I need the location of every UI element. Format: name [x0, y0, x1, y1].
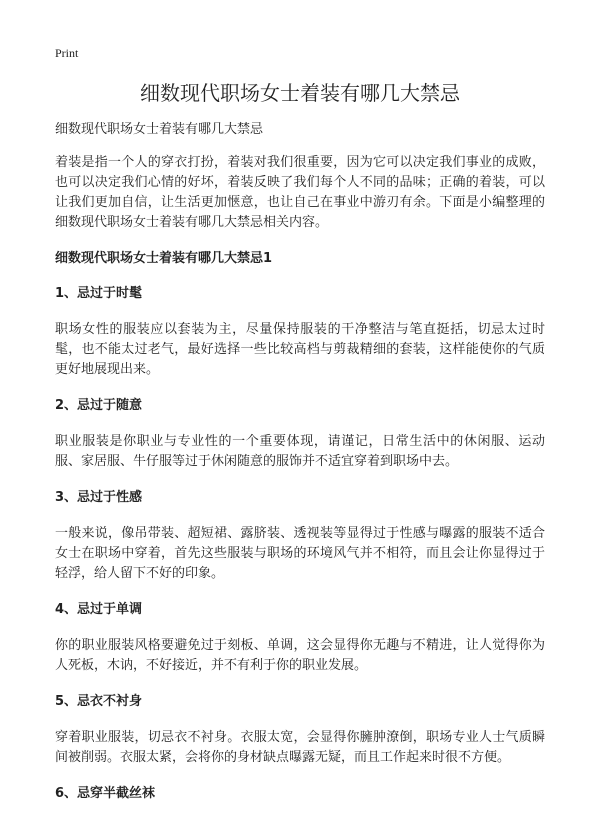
item-body-3: 一般来说，像吊带装、超短裙、露脐装、透视装等显得过于性感与曝露的服装不适合女士在职场中穿着，首先这些服装与职场的环境风气并不相符，而且会让你显得过于轻浮，给人留下不好的印象。 [55, 526, 545, 581]
item-heading-1: 1、忌过于时髦 [55, 286, 143, 301]
page-title: 细数现代职场女士着装有哪几大禁忌 [140, 81, 460, 105]
article-body [55, 121, 545, 820]
section-heading: 细数现代职场女士着装有哪几大禁忌1 [55, 251, 273, 266]
item-heading-2: 2、忌过于随意 [55, 398, 143, 413]
item-body-1: 职场女性的服装应以套装为主，尽量保持服装的干净整洁与笔直挺括，切忌太过时髦，也不能太过老气，最好选择一些比较高档与剪裁精细的套装，这样能使你的气质更好地展现出来。 [55, 322, 545, 377]
article-subtitle: 细数现代职场女士着装有哪几大禁忌 [55, 122, 264, 137]
print-link[interactable]: Print [55, 46, 79, 60]
intro-paragraph: 着装是指一个人的穿衣打扮，着装对我们很重要，因为它可以决定我们事业的成败，也可以决定我们心情的好坏，着装反映了我们每个人不同的品味；正确的着装，可以让我们更加自信，让生活更加惬意，也让自己在事业中游刃有余。下面是小编整理的细数现代职场女士着装有哪几大禁忌相关内容。 [55, 155, 545, 230]
item-body-2: 职业服装是你职业与专业性的一个重要体现，请谨记，日常生活中的休闲服、运动服、家居服、牛仔服等过于休闲随意的服饰并不适宜穿着到职场中去。 [55, 434, 545, 469]
item-heading-3: 3、忌过于性感 [55, 490, 143, 505]
item-body-5: 穿着职业服装，切忌衣不衬身。衣服太宽，会显得你臃肿潦倒，职场专业人士气质瞬间被削弱。衣服太紧，会将你的身材缺点曝露无疑，而且工作起来时很不方便。 [55, 730, 545, 765]
item-heading-4: 4、忌过于单调 [55, 602, 143, 617]
item-heading-6: 6、忌穿半截丝袜 [55, 786, 156, 801]
item-heading-5: 5、忌衣不衬身 [55, 694, 143, 709]
item-body-4: 你的职业服装风格要避免过于刻板、单调，这会显得你无趣与不精进，让人觉得你为人死板，木讷，不好接近，并不有利于你的职业发展。 [55, 638, 545, 673]
